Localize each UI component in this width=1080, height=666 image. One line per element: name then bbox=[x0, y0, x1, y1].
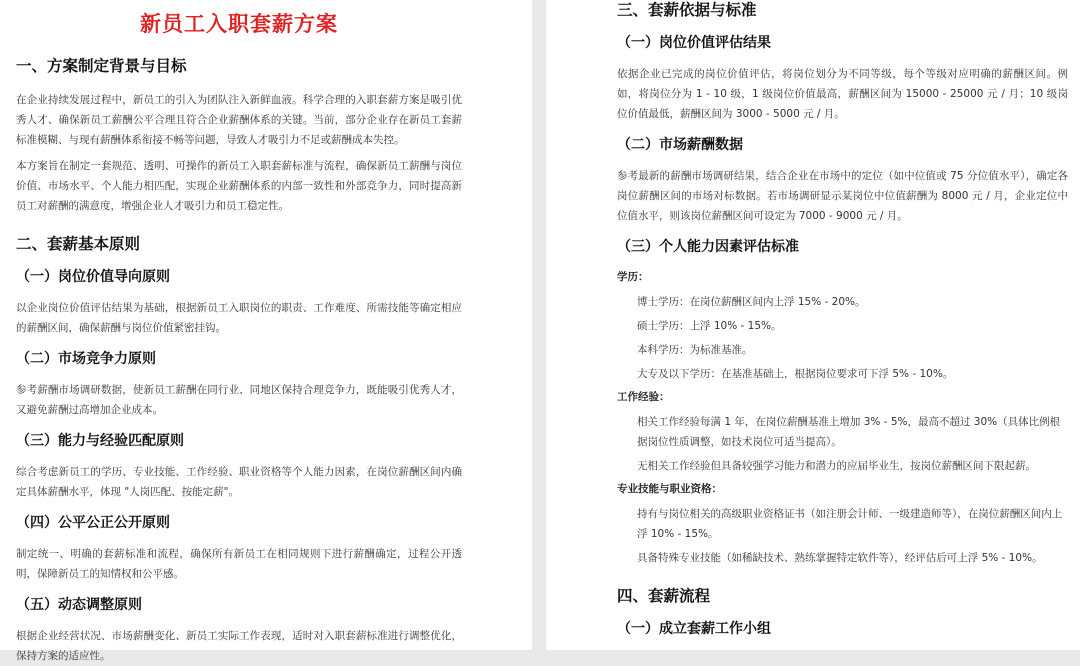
section-2-heading: 二、套薪基本原则 bbox=[16, 235, 141, 253]
basis-3-heading: （三）个人能力因素评估标准 bbox=[617, 239, 799, 255]
document-page-left bbox=[0, 0, 532, 662]
section-1-paragraph-2: 本方案旨在制定一套规范、透明、可操作的新员工入职套薪标准与流程，确保新员工薪酬与岗位价值、市场水平、个人能力相匹配，实现企业薪酬体系的内部一致性和外部竞争力，同时提高新员工对薪酬的满意度，增强企业人才吸引力和员工稳定性。 bbox=[16, 160, 462, 212]
basis-2-heading: （二）市场薪酬数据 bbox=[617, 137, 743, 153]
principle-5-text: 根据企业经营状况、市场薪酬变化、新员工实际工作表现，适时对入职套薪标准进行调整优化，保持方案的适应性。 bbox=[16, 630, 462, 662]
principle-1-heading: （一）岗位价值导向原则 bbox=[16, 269, 170, 285]
principle-2-text: 参考薪酬市场调研数据，使新员工薪酬在同行业、同地区保持合理竞争力，既能吸引优秀人才，又避免薪酬过高增加企业成本。 bbox=[16, 384, 462, 416]
principle-5-heading: （五）动态调整原则 bbox=[16, 597, 142, 613]
process-1-heading: （一）成立套薪工作小组 bbox=[617, 621, 771, 637]
skill-label: 专业技能与职业资格： bbox=[617, 483, 722, 495]
principle-2-heading: （二）市场竞争力原则 bbox=[16, 351, 156, 367]
section-3-heading: 三、套薪依据与标准 bbox=[617, 1, 757, 19]
principle-3-heading: （三）能力与经验匹配原则 bbox=[16, 433, 184, 449]
principle-4-heading: （四）公平公正公开原则 bbox=[16, 515, 170, 531]
principle-1-text: 以企业岗位价值评估结果为基础，根据新员工入职岗位的职责、工作难度、所需技能等确定相应的薪酬区间，确保薪酬与岗位价值紧密挂钩。 bbox=[16, 302, 462, 334]
section-1-paragraph-1: 在企业持续发展过程中，新员工的引入为团队注入新鲜血液。科学合理的入职套薪方案是吸引优秀人才、确保新员工薪酬公平合理且符合企业薪酬体系的关键。当前，部分企业存在新员工套薪标准模糊、与现有薪酬体系衔接不畅等问题，导致人才吸引力不足或薪酬成本失控。 bbox=[16, 94, 462, 146]
basis-2-text: 参考最新的薪酬市场调研结果，结合企业在市场中的定位（如中位值或 75 分位值水平），确定各岗位薪酬区间的市场对标数据。若市场调研显示某岗位中位值薪酬为 8000 元 / 月，企业定位中位值水平，则该岗位薪酬区间可设定为 7000 - 9000 元 / 月。 bbox=[617, 170, 1068, 222]
education-item: 本科学历：为标准基准。 bbox=[637, 344, 753, 356]
basis-1-text: 依据企业已完成的岗位价值评估，将岗位划分为不同等级，每个等级对应明确的薪酬区间。例如，将岗位分为 1 - 10 级，1 级岗位价值最高，薪酬区间为 15000 - 25000 元 / 月；10 级岗位价值最低，薪酬区间为 3000 - 5000 元 / 月。 bbox=[617, 68, 1068, 120]
skill-item: 持有与岗位相关的高级职业资格证书（如注册会计师、一级建造师等），在岗位薪酬区间内上浮 10% - 15%。 bbox=[637, 508, 1063, 540]
education-item: 硕士学历：上浮 10% - 15%。 bbox=[637, 320, 782, 332]
principle-4-text: 制定统一、明确的套薪标准和流程，确保所有新员工在相同规则下进行薪酬确定，过程公开透明，保障新员工的知情权和公平感。 bbox=[16, 548, 462, 580]
experience-item: 相关工作经验每满 1 年，在岗位薪酬基准上增加 3% - 5%，最高不超过 30%（具体比例根据岗位性质调整，如技术岗位可适当提高）。 bbox=[637, 416, 1061, 448]
document-title: 新员工入职套薪方案 bbox=[140, 12, 338, 36]
experience-label: 工作经验： bbox=[617, 391, 670, 403]
principle-3-text: 综合考虑新员工的学历、专业技能、工作经验、职业资格等个人能力因素，在岗位薪酬区间内确定具体薪酬水平，体现 "人岗匹配、按能定薪"。 bbox=[16, 466, 462, 498]
skill-item: 具备特殊专业技能（如稀缺技术、熟练掌握特定软件等），经评估后可上浮 5% - 10%。 bbox=[637, 552, 1043, 564]
experience-item: 无相关工作经验但具备较强学习能力和潜力的应届毕业生，按岗位薪酬区间下限起薪。 bbox=[637, 460, 1036, 472]
document-page-right bbox=[546, 0, 1080, 650]
basis-1-heading: （一）岗位价值评估结果 bbox=[617, 35, 771, 51]
education-label: 学历： bbox=[617, 271, 649, 283]
education-item: 博士学历：在岗位薪酬区间内上浮 15% - 20%。 bbox=[637, 296, 866, 308]
section-4-heading: 四、套薪流程 bbox=[617, 587, 711, 605]
section-1-heading: 一、方案制定背景与目标 bbox=[16, 57, 187, 75]
education-item: 大专及以下学历：在基准基础上，根据岗位要求可下浮 5% - 10%。 bbox=[637, 368, 954, 380]
